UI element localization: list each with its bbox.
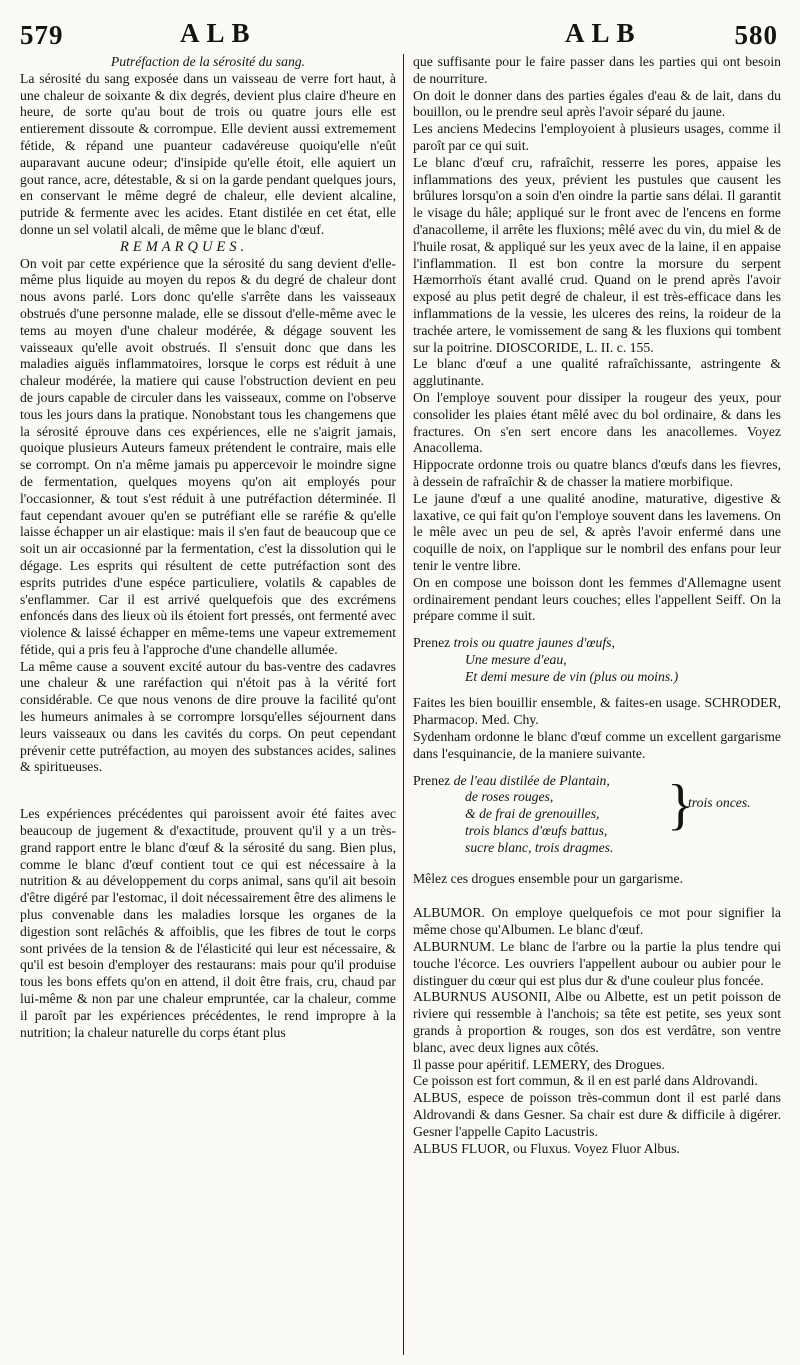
brace-glyph: } xyxy=(667,773,694,836)
dictionary-entry: ALBURNUM. Le blanc de l'arbre ou la partie la plus tendre qui touche l'écorce. Les ouvriers l'appellent aubour ou aubier pour le distinguer du cœur qui est plus dur & d'une couleur plus foncée. xyxy=(413,939,781,988)
spacer xyxy=(20,776,396,806)
dictionary-entry: ALBURNUS AUSONII, Albe ou Albette, est un petit poisson de riviere qui ressemble à l'anchois; sa tête est petite, ses yeux sont grands à proportion & rouges, son dos est verdâtre, son ventre blanc, avec deux lignes aux côtés. xyxy=(413,989,781,1055)
paragraph: Les expériences précédentes qui paroissent avoir été faites avec beaucoup de jugement & d'exactitude, prouvent qu'il y a un très-grand rapport entre le blanc d'œuf & la sérosité du sang. Bien plus, comme le blanc d'œuf contient tout ce qui est nécessaire à la nutrition & au développement du corps animal, sans qu'il ait besoin d'être digéré par l'estomac, il doit nécessairement être des alimens le plus convenable dans les maladies lorsque les organes de la digestion sont relâchés & affoiblis, que les fibres de tout le corps sont privées de la tension & de l'élasticité qui leur est nécessaire, & qu'il est besoin d'employer des restaurans: mais pour qu'il produise tous les bons effets qu'on en attend, il doit être frais, cru, chaud par lui-même & non par une chaleur empruntée, car la chaleur, comme il paroît par les expériences précédentes, le rend impropre à la nutrition; la chaleur naturelle du corps étant plus xyxy=(20,806,396,1040)
paragraph: Hippocrate ordonne trois ou quatre blancs d'œufs dans les fievres, à dessein de rafraîchir & de chasser la matiere morbifique. xyxy=(413,457,781,489)
recipe-ingredient: Une mesure d'eau, xyxy=(465,651,567,667)
paragraph: Les anciens Medecins l'employoient à plusieurs usages, comme il paroît par ce qui suit. xyxy=(413,121,781,153)
paragraph: Le jaune d'œuf a une qualité anodine, maturative, digestive & laxative, ce qui fait qu'on l'employe souvent dans les lavemens. On le mêle avec un peu de sel, & après l'avoir enfermé dans une coquille de noix, on l'applique sur le nombril des enfans pour leur tenir le ventre libre. xyxy=(413,490,781,573)
dictionary-entry: ALBUS, espece de poisson très-commun dont il est parlé dans Aldrovandi & dans Gesner. Sa chair est dure & difficile à digérer. Gesner l'appelle Capito Lacustris. xyxy=(413,1090,781,1139)
right-page-number: 580 xyxy=(734,20,778,50)
recipe-ingredient: sucre blanc, trois dragmes. xyxy=(465,839,614,855)
paragraph: que suffisante pour le faire passer dans les parties qui ont besoin de nourriture. xyxy=(413,54,781,86)
recipe-items xyxy=(413,773,781,857)
paragraph: On voit par cette expérience que la sérosité du sang devient d'elle-même plus liquide au moyen du repos & du degré de chaleur dont nous avons parlé. Lors donc qu'elle s'arrête dans les vaisseaux obstrués d'une personne malade, elle se dissout d'elle-même avec le tems au moyen d'une chaleur modérée, & dégage souvent les vaisseaux qu'elle avoit obstrués. Il s'ensuit donc que dans les maladies aiguës inflammatoires, lorsque le corps est réduit à une chaleur modérée, la matiere qui cause l'obstruction devient en peu de jours capable de circuler dans les vaisseaux, comme on l'observe tous les jours dans la pratique. Nonobstant tous les changemens que la sérosité éprouve dans ces expériences, elle ne s'aigrit jamais, quoique plusieurs Auteurs fameux prétendent le contraire, mais elle se corrompt. On n'a même jamais pu appercevoir le moindre signe de fermentation, quelques moyens qu'on ait employés pour l'occasionner, & tout s'est réduit à une putréfaction déterminée. Il faut cependant avouer qu'en se putréfiant elle se raréfie & qu'elle laisse échapper un air elastique: mais il s'en faut de beaucoup que ce soit un air occasionné par la fermentation, c'est la dissolution qui le dégage. Les esprits qui résultent de cette putréfaction sont des esprits putrides d'une espéce particuliere, volatils & capables de s'enflammer. Car il est arrivé quelquefois que des excrémens enfoncés dans des lieux où ils étoient fort pressés, ont fermenté avec violence & laissé échapper en même-tems une vapeur extremement fétide, qui a pris feu à l'approche d'une chandelle allumée. xyxy=(20,255,396,657)
recipe-prenez: Prenez xyxy=(413,772,451,788)
paragraph: Mêlez ces drogues ensemble pour un gargarisme. xyxy=(413,870,683,886)
recipe-seiff xyxy=(413,635,781,685)
paragraph: Le blanc d'œuf cru, rafraîchit, resserre les pores, appaise les inflammations des yeux, prévient les pustules que causent les brûlures lorsqu'on a soin d'en oindre la partie sans délai. Il garantit le visage du hâle; appliqué sur le front avec de l'encens en forme d'anacolleme, il arrête les fluxions; mêlé avec du vin, du miel & de l'huile rosat, & appliqué sur les yeux avec de la laine, il en appaise l'inflammation. Il est bon contre la morsure du serpent Hæmorrhoïs étant avallé crud. Quand on le prend après l'avoir exposé au plus petit degré de chaleur, il est très-efficace dans les inflammations de la vessie, les ulceres des reins, la roideur de la trachée artere, le vomissement de sang & les fluxions qui tombent sur la poitrine. DIOSCORIDE, L. II. c. 155. xyxy=(413,154,781,355)
recipe-line xyxy=(413,773,781,790)
brace-quantity: trois onces. xyxy=(688,794,751,810)
paragraph: Faites les bien bouillir ensemble, & faites-en usage. SCHRODER, Pharmacop. Med. Chy. xyxy=(413,695,781,728)
left-column xyxy=(20,54,396,1357)
column-divider xyxy=(403,54,404,1355)
paragraph: Le blanc d'œuf a une qualité rafraîchissante, astringente & agglutinante. xyxy=(413,356,781,389)
recipe-ingredient: de roses rouges, xyxy=(465,789,554,805)
recipe-ingredient: Et demi mesure de vin (plus ou moins.) xyxy=(465,668,679,684)
recipe-ingredient: de l'eau distilée de Plantain, xyxy=(453,772,610,788)
recipe-ingredient: & de frai de grenouilles, xyxy=(465,806,600,822)
page-header xyxy=(0,16,800,52)
paragraph: La même cause a souvent excité autour du bas-ventre des cadavres une chaleur & une raréfaction qui n'étoit pas à la vérité fort considérable. Ce que nous venons de dire prouve la facilité qu'ont les humeurs animales à se corrompre lorsqu'elles séjournent dans leurs vaisseaux ou dans les cavités du corps. On peut cependant prévenir cette putréfaction, au moyen des substances acides, salines & spiritueuses. xyxy=(20,658,396,775)
paragraph: On doit le donner dans des parties égales d'eau & de lait, dans du bouillon, ou le prendre seul après l'avoir séparé du jaune. xyxy=(413,87,781,120)
dictionary-entry: ALBUMOR. On employe quelquefois ce mot pour signifier la même chose qu'Albumen. Le blanc d'œuf. xyxy=(413,905,781,938)
dictionary-entry: ALBUS FLUOR, ou Fluxus. Voyez Fluor Albus. xyxy=(413,1140,680,1156)
left-running-head: ALB xyxy=(180,18,257,48)
right-column xyxy=(413,54,781,1357)
dictionary-entry: Ce poisson est fort commun, & il en est parlé dans Aldrovandi. xyxy=(413,1073,758,1089)
remarques-heading: REMARQUES. xyxy=(120,238,249,255)
recipe-gargarisme xyxy=(413,773,781,857)
right-running-head: ALB xyxy=(565,18,642,48)
paragraph: La sérosité du sang exposée dans un vaisseau de verre fort haut, à une chaleur de soixante & dix degrés, devient plus claire d'heure en heure, de sorte qu'au bout de trois ou quatre jours elle est entierement dissoute & corrompue. Elle devient aussi extremement fétide, & répand une puanteur cadavéreuse quoiqu'elle n'eût auparavant aucune odeur; d'insipide qu'elle étoit, elle aquiert un gout rance, acre, détestable, & si on la garde pendant quelques jours, en conservant le même degré de chaleur, elle devient alcaline, putride & fermente avec les acides. Etant distilée en cet état, elle donne un sel volatil alcali, de même que le blanc d'œuf. xyxy=(20,70,396,237)
left-page-number: 579 xyxy=(20,20,64,50)
recipe-line xyxy=(413,635,781,652)
dictionary-entry: Il passe pour apéritif. LEMERY, des Drogues. xyxy=(413,1056,665,1072)
recipe-ingredient: trois blancs d'œufs battus, xyxy=(465,823,608,839)
section-title: Putréfaction de la sérosité du sang. xyxy=(110,54,306,69)
paragraph: On en compose une boisson dont les femmes d'Allemagne usent ordinairement pendant leurs couches; elles l'appellent Seiff. On la prépare comme il suit. xyxy=(413,574,781,624)
recipe-prenez: Prenez xyxy=(413,635,451,651)
paragraph: On l'employe souvent pour dissiper la rougeur des yeux, pour consolider les plaies étant mêlé avec du bol ordinaire, & dans les fractures. On s'en sert encore dans les anacollemes. Voyez Anacollema. xyxy=(413,389,781,456)
paragraph: Sydenham ordonne le blanc d'œuf comme un excellent gargarisme dans l'esquinancie, de la maniere suivante. xyxy=(413,729,781,761)
recipe-ingredient: trois ou quatre jaunes d'œufs, xyxy=(453,635,615,651)
spacer xyxy=(413,887,781,905)
